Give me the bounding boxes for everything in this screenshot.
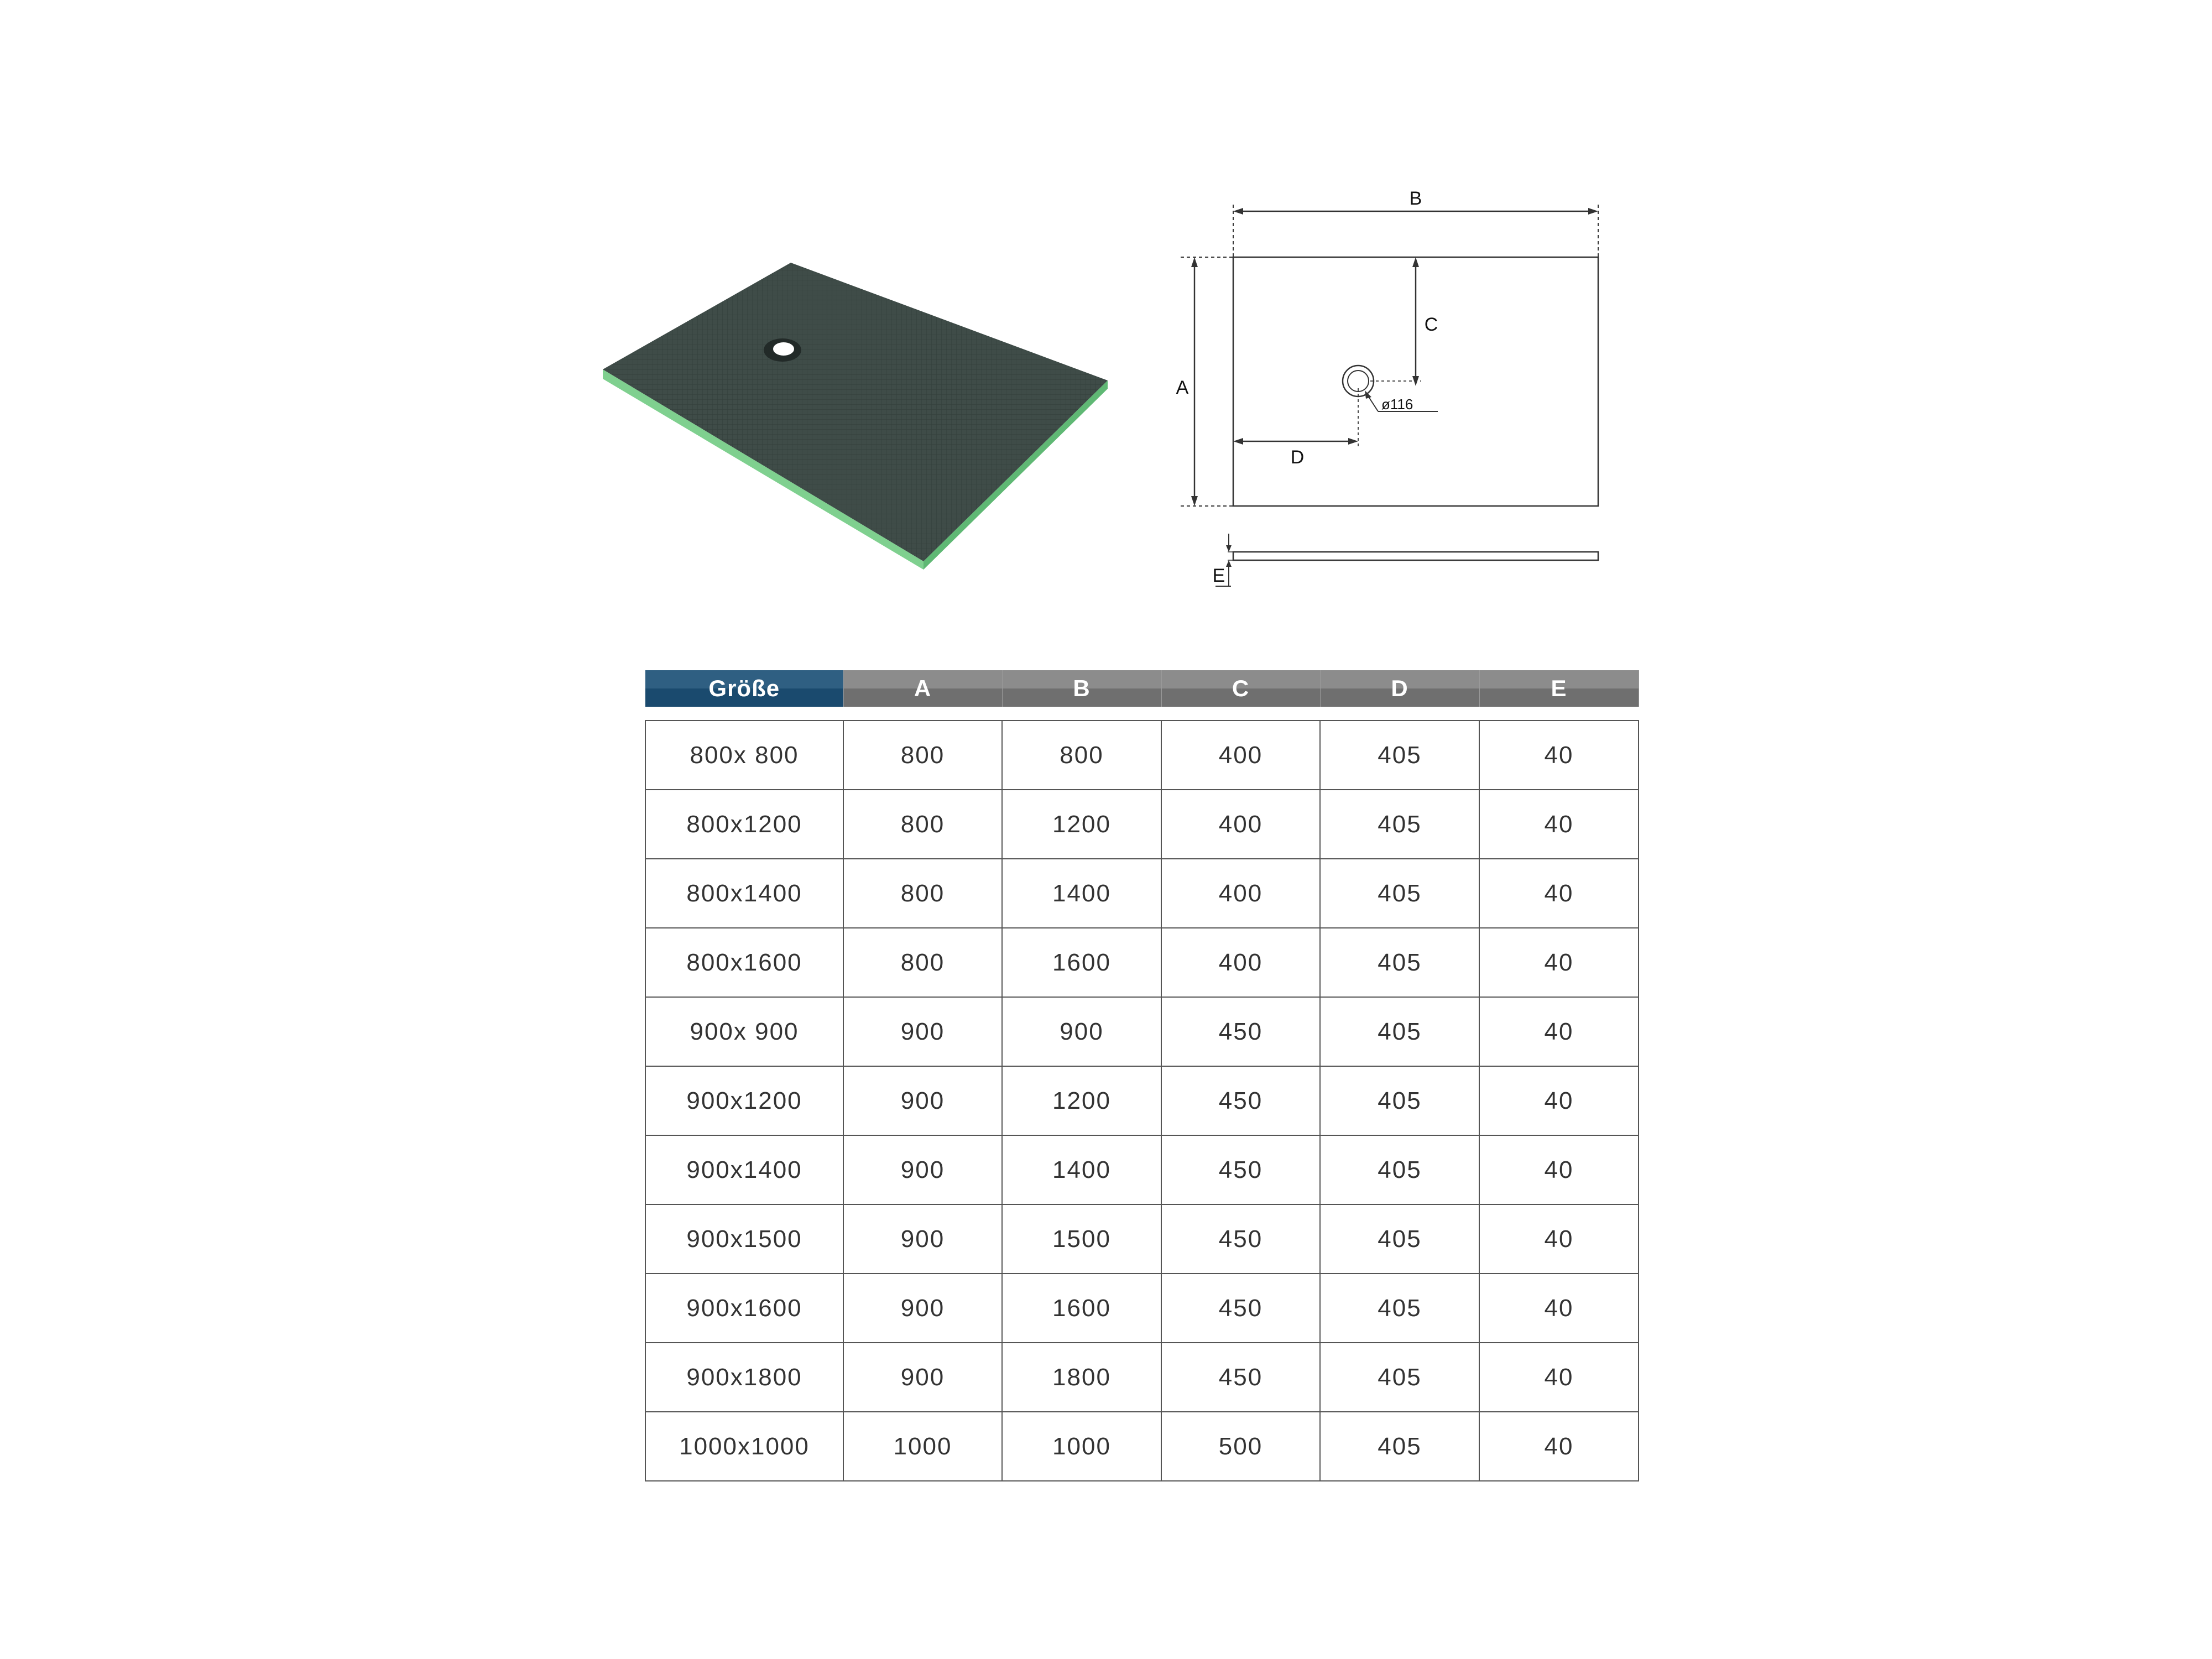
cell-d: 405	[1320, 997, 1479, 1066]
cell-b: 800	[1002, 721, 1161, 790]
cell-c: 400	[1161, 928, 1320, 997]
cell-a: 900	[843, 997, 1002, 1066]
cell-a: 800	[843, 928, 1002, 997]
cell-d: 405	[1320, 1204, 1479, 1274]
table-row	[645, 1343, 1639, 1412]
cell-b: 1000	[1002, 1412, 1161, 1481]
table-row	[645, 928, 1639, 997]
cell-size: 900x1600	[645, 1274, 843, 1343]
table-row	[645, 1204, 1639, 1274]
header-a: A	[843, 670, 1002, 707]
label-diameter: ø116	[1381, 396, 1413, 413]
label-d: D	[1290, 447, 1305, 468]
cell-d: 405	[1320, 1274, 1479, 1343]
table-row	[645, 790, 1639, 859]
cell-d: 405	[1320, 1412, 1479, 1481]
label-e: E	[1212, 565, 1225, 586]
cell-d: 405	[1320, 721, 1479, 790]
cell-size: 800x1600	[645, 928, 843, 997]
cell-a: 800	[843, 721, 1002, 790]
cell-size: 900x1500	[645, 1204, 843, 1274]
cell-d: 405	[1320, 1343, 1479, 1412]
cell-c: 400	[1161, 790, 1320, 859]
table-row	[645, 1066, 1639, 1135]
dimension-c	[1370, 257, 1438, 386]
cell-c: 450	[1161, 1204, 1320, 1274]
cell-e: 40	[1479, 790, 1639, 859]
side-view	[1213, 534, 1598, 586]
shower-tray-illustration	[603, 260, 1117, 570]
label-c: C	[1424, 314, 1438, 335]
cell-e: 40	[1479, 1135, 1639, 1204]
cell-e: 40	[1479, 1412, 1639, 1481]
cell-b: 1200	[1002, 790, 1161, 859]
table-row	[645, 997, 1639, 1066]
cell-b: 900	[1002, 997, 1161, 1066]
cell-size: 800x1200	[645, 790, 843, 859]
cell-d: 405	[1320, 1066, 1479, 1135]
table-row	[645, 1412, 1639, 1481]
table-row	[645, 721, 1639, 790]
cell-c: 450	[1161, 1135, 1320, 1204]
cell-b: 1400	[1002, 859, 1161, 928]
cell-a: 1000	[843, 1412, 1002, 1481]
cell-e: 40	[1479, 1204, 1639, 1274]
cell-e: 40	[1479, 1066, 1639, 1135]
cell-c: 400	[1161, 859, 1320, 928]
board-top-surface	[603, 263, 1108, 561]
cell-e: 40	[1479, 859, 1639, 928]
table-header-row	[645, 670, 1639, 707]
cell-b: 1600	[1002, 1274, 1161, 1343]
label-b: B	[1409, 188, 1422, 209]
cell-a: 900	[843, 1135, 1002, 1204]
drain-icon	[764, 338, 801, 362]
cell-a: 800	[843, 790, 1002, 859]
cell-e: 40	[1479, 1274, 1639, 1343]
dimension-d	[1233, 388, 1358, 468]
cell-size: 900x1400	[645, 1135, 843, 1204]
cell-a: 900	[843, 1343, 1002, 1412]
header-b: B	[1002, 670, 1161, 707]
cell-c: 450	[1161, 1066, 1320, 1135]
cell-d: 405	[1320, 790, 1479, 859]
cell-b: 1800	[1002, 1343, 1161, 1412]
cell-size: 900x1200	[645, 1066, 843, 1135]
cell-c: 450	[1161, 1274, 1320, 1343]
cell-e: 40	[1479, 721, 1639, 790]
label-a: A	[1176, 377, 1189, 398]
dimension-b	[1233, 188, 1598, 257]
table-row	[645, 859, 1639, 928]
cell-c: 450	[1161, 997, 1320, 1066]
header-d: D	[1320, 670, 1479, 707]
cell-d: 405	[1320, 859, 1479, 928]
cell-c: 400	[1161, 721, 1320, 790]
header-e: E	[1479, 670, 1639, 707]
cell-size: 900x1800	[645, 1343, 843, 1412]
cell-c: 450	[1161, 1343, 1320, 1412]
cell-a: 900	[843, 1204, 1002, 1274]
table-row	[645, 1274, 1639, 1343]
cell-size: 800x1400	[645, 859, 843, 928]
cell-e: 40	[1479, 1343, 1639, 1412]
cell-e: 40	[1479, 997, 1639, 1066]
drain-diameter	[1343, 366, 1438, 413]
cell-a: 900	[843, 1274, 1002, 1343]
dimension-a	[1176, 257, 1233, 506]
header-c: C	[1161, 670, 1320, 707]
cell-b: 1400	[1002, 1135, 1161, 1204]
size-table	[645, 670, 1639, 1481]
cell-b: 1600	[1002, 928, 1161, 997]
table-row	[645, 1135, 1639, 1204]
cell-b: 1200	[1002, 1066, 1161, 1135]
cell-d: 405	[1320, 1135, 1479, 1204]
cell-e: 40	[1479, 928, 1639, 997]
cell-b: 1500	[1002, 1204, 1161, 1274]
cell-size: 1000x1000	[645, 1412, 843, 1481]
cell-c: 500	[1161, 1412, 1320, 1481]
cell-a: 900	[843, 1066, 1002, 1135]
cell-d: 405	[1320, 928, 1479, 997]
cell-a: 800	[843, 859, 1002, 928]
header-size: Größe	[645, 670, 843, 707]
technical-drawing	[1134, 171, 1642, 603]
cell-size: 900x 900	[645, 997, 843, 1066]
cell-size: 800x 800	[645, 721, 843, 790]
